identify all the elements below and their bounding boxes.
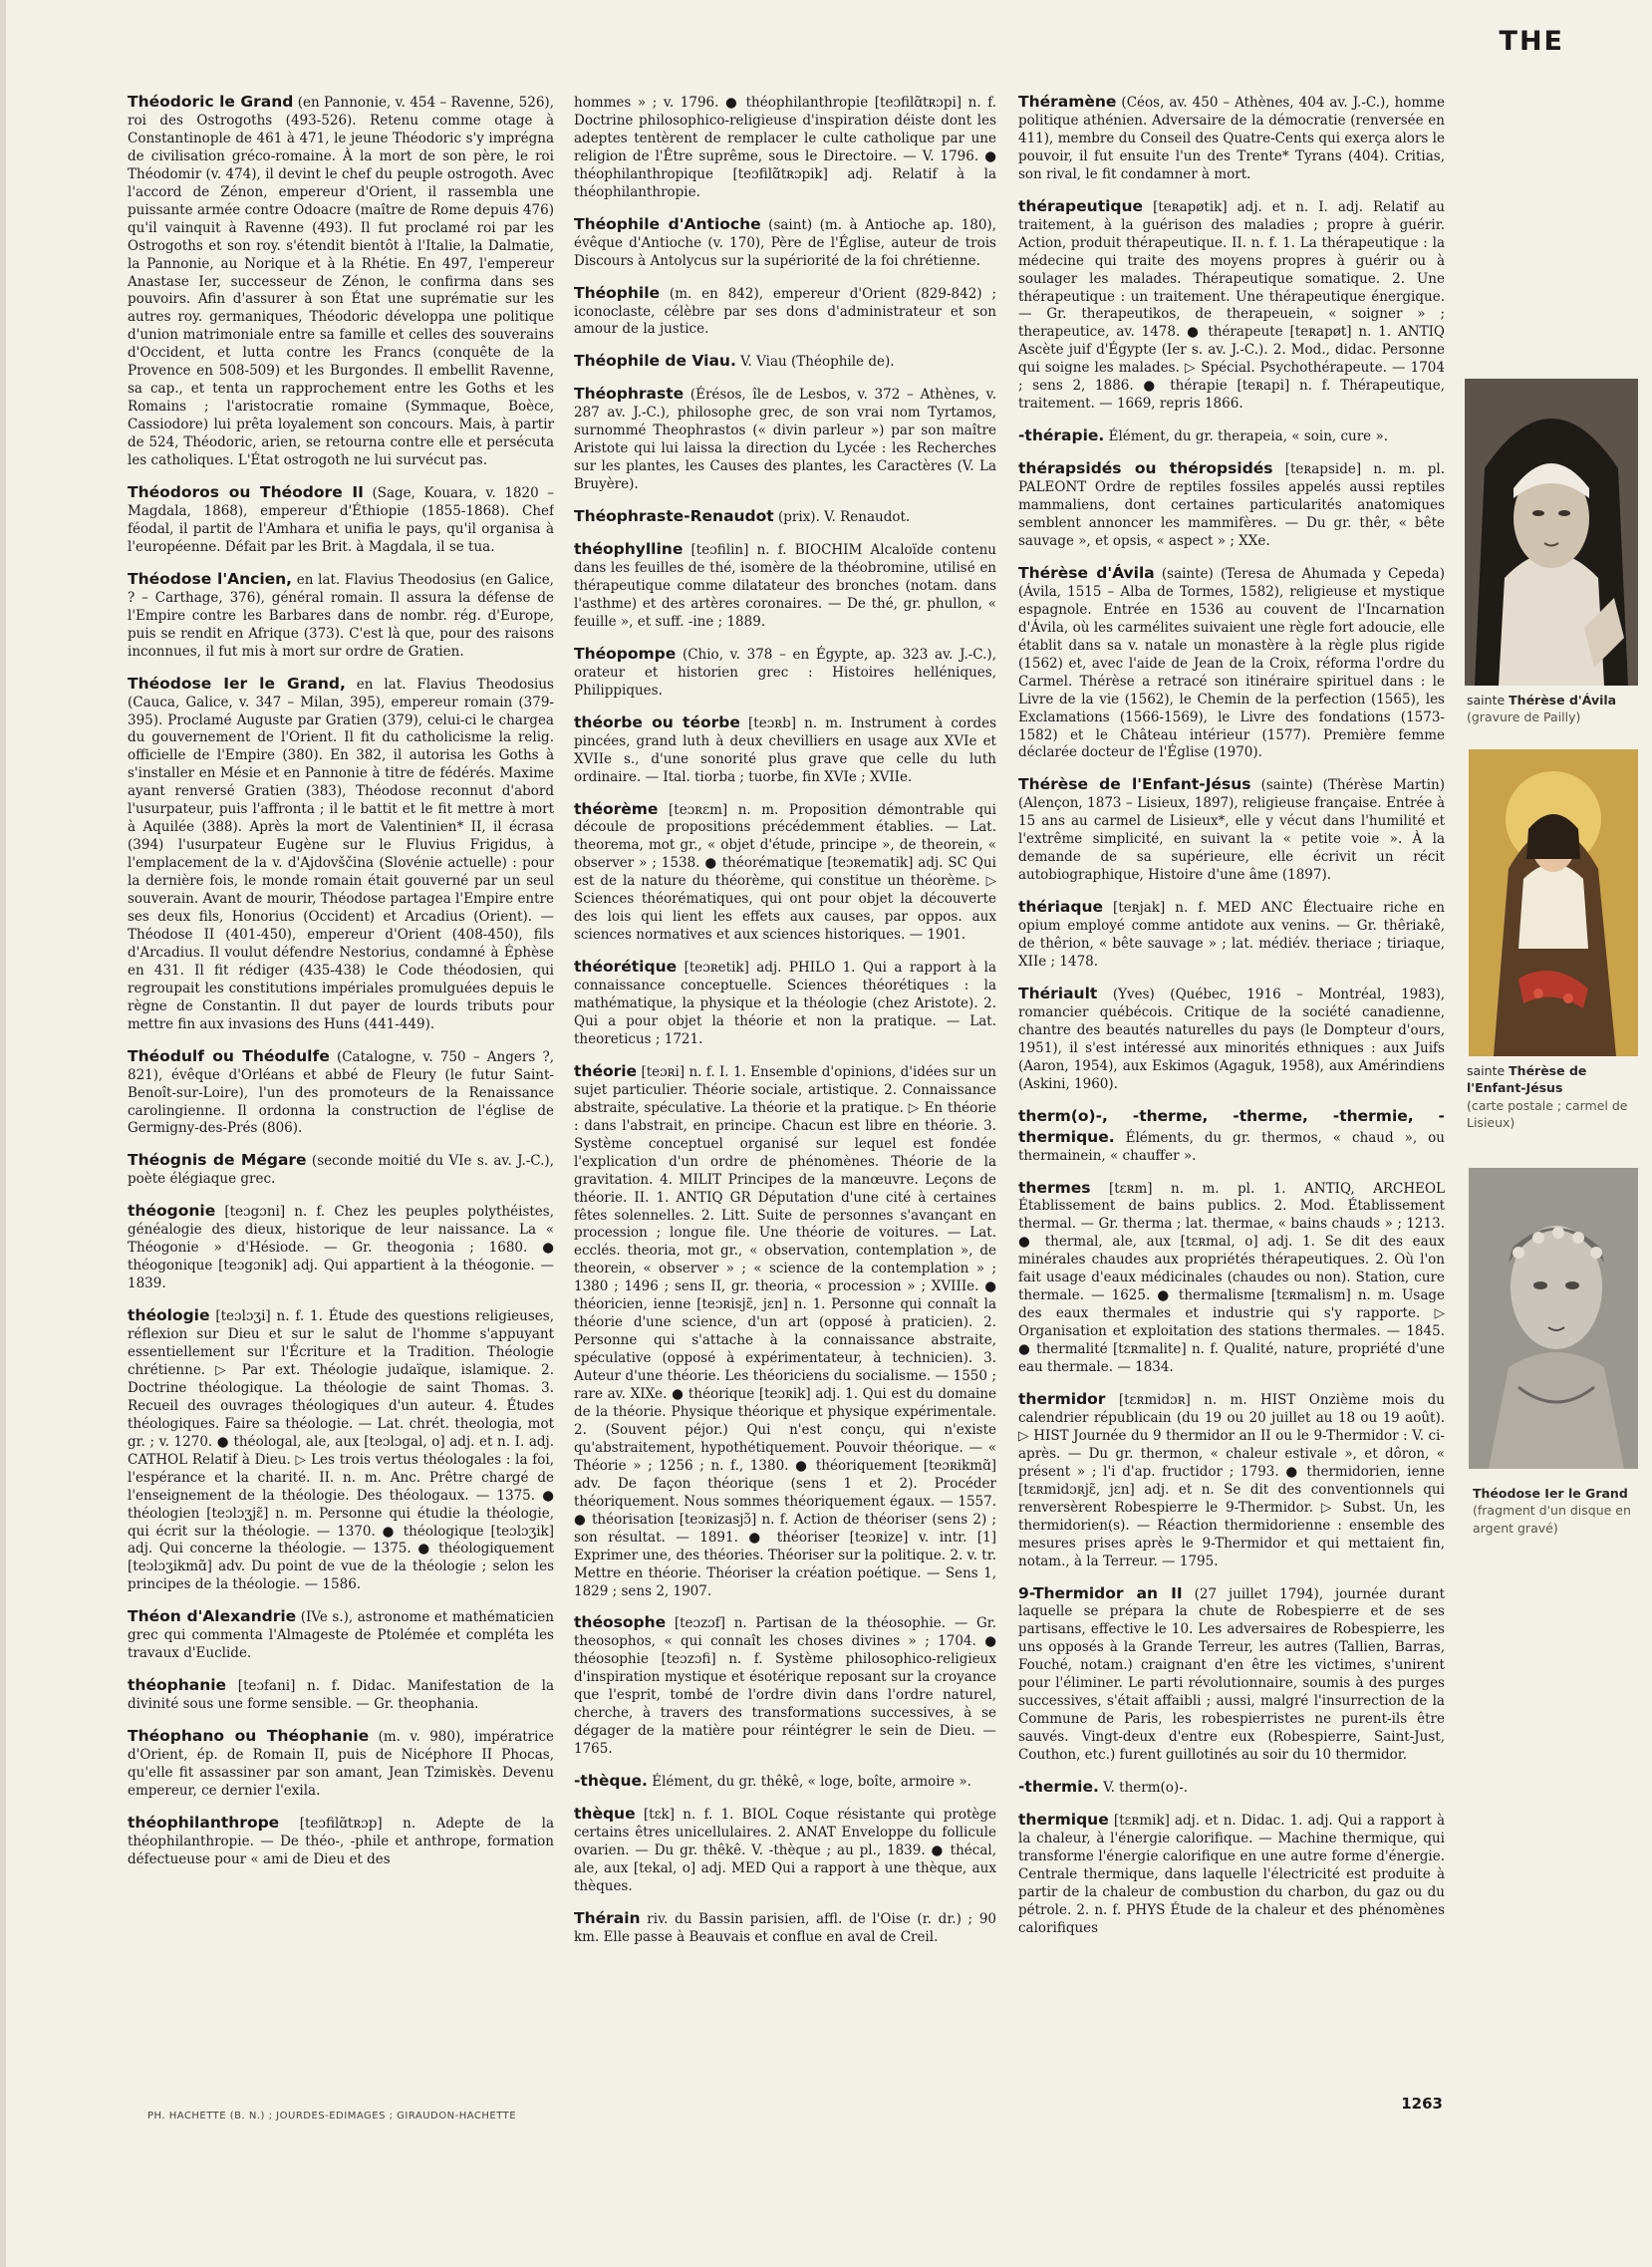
dictionary-entry — [574, 1612, 996, 1759]
entry-body: Élément, du gr. therapeia, « soin, cure ». — [1108, 428, 1389, 445]
entry-body: [teʀapøtik] adj. et n. I. adj. Relatif au traitement, à la guérison des maladies ; propre à guérir. Action, produit thérapeutique. II. n. f. 1. La thérapeutique : la médecine qui traite des moyens propres à guérir ou à soulager les malades. Thérapeutique somatique. 2. Une thérapeutique : un traitement. Une thérapeutique énergique. — Gr. therapeutikos, de therapeuein, « soigner » ; therapeutice, av. 1478. ● thérapeute [teʀapøt] n. 1. ANTIQ Ascète juif d'Égypte (Ier s. av. J.-C.). 2. Mod., didac. Personne qui soigne les malades. ▷ Spécial. Psychothérapeute. — 1704 ; sens 2, 1886. ● thérapie [teʀapi] n. f. Thérapeutique, traitement. — 1669, repris 1866. — [1018, 198, 1445, 413]
entry-body: V. therm(o)-. — [1103, 1780, 1189, 1797]
dictionary-entry — [1018, 1777, 1445, 1798]
dictionary-entry — [574, 1908, 996, 1947]
silver-disc-portrait-icon — [1469, 1168, 1638, 1469]
entry-body: (Catalogne, v. 750 – Angers ?, 821), évêque d'Orléans et abbé de Fleury (le futur Saint-Benoît-sur-Loire), l'un des promoteurs de la Renaissance carolingienne. Il ordonna la construction de l'église de Germigny-des-Prés (806). — [128, 1048, 554, 1137]
entry-headword: Théophraste — [574, 385, 685, 404]
dictionary-entry — [1018, 425, 1445, 446]
dictionary-entry — [1018, 458, 1445, 551]
entry-body: (Érésos, île de Lesbos, v. 372 – Athènes, v. 287 av. J.-C.), philosophe grec, de son vrai nom Tyrtamos, surnommé Theophrastos (« divin parleur ») par son maître Aristote qui lui laissa la direction du Lycée : les Recherches sur les plantes, les Causes des plantes, les Caractères (V. La Bruyère). — [574, 387, 996, 493]
entry-body: (Yves) (Québec, 1916 – Montréal, 1983), romancier québécois. Critique de la société canadienne, chantre des beautés naturelles du pays (le Dompteur d'ours, 1951), il s'est intéressé aux minorités ethniques : aux Juifs (Aaron, 1954), aux Eskimos (Agaguk, 1958), aux Amérindiens (Askini, 1960). — [1018, 986, 1445, 1092]
figure-caption — [1467, 1062, 1646, 1131]
entry-body: (m. en 842), empereur d'Orient (829-842) ; iconoclaste, célèbre par ses dons d'administrateur et son amour de la justice. — [574, 285, 996, 338]
entry-body: (IVe s.), astronome et mathématicien grec qui commenta l'Almageste de Ptolémée et compléta les travaux d'Euclide. — [128, 1609, 554, 1662]
entry-body: (seconde moitié du VIe s. av. J.-C.), poète élégiaque grec. — [128, 1153, 554, 1188]
entry-headword: Théophile de Viau. — [574, 352, 736, 371]
entry-headword: -thèque. — [574, 1772, 648, 1791]
entry-headword: théorème — [574, 799, 659, 818]
theodose-silver-disc — [1469, 1168, 1638, 1469]
column-2 — [574, 92, 996, 2095]
dictionary-entry — [1018, 1178, 1445, 1377]
entry-body: (saint) (m. à Antioche ap. 180), évêque d'Antioche (v. 170), Père de l'Église, auteur de trois Discours à Antolycus sur la supériorité de la foi chrétienne. — [574, 216, 996, 269]
dictionary-entry — [574, 712, 996, 787]
entry-body: Éléments, du gr. thermos, « chaud », ou thermainein, « chauffer ». — [1018, 1129, 1445, 1164]
dictionary-entry — [128, 1150, 554, 1189]
entry-body: en lat. Flavius Theodosius (en Galice, ? – Carthage, 376), général romain. Il assura la défense de l'Empire contre les Barbares dans de nombr. rég. d'Europe, puis se rendit en Afrique (373). C'est là que, pour des raisons inconnues, il fut mis à mort sur ordre de Gratien. — [128, 571, 554, 660]
entry-headword: -thérapie. — [1018, 426, 1105, 445]
entry-headword: Théopompe — [574, 644, 677, 663]
figure-caption — [1473, 1485, 1648, 1537]
entry-headword: théophilanthrope — [128, 1813, 280, 1832]
entry-body: en lat. Flavius Theodosius (Cauca, Galice, v. 347 – Milan, 395), empereur romain (379-395). Proclamé Auguste par Gratien (379), celui-ci le chargea du gouvernement de l'Orient. Il fit du catholicisme la relig. officielle de l'Empire (380). En 382, il autorisa les Goths à s'installer en Mésie et en Pannonie à titre de fédérés. Maxime ayant renversé Gratien (383), Théodose reconnut d'abord l'usurpateur, puis l'affronta ; il le battit et le fit mettre à mort à Aquilée (388). Après la mort de Valentinien* II, il écrasa (394) l'usurpateur Eugène sur le Fluvius Frigidus, à l'emplacement de la v. d'Ajdovščina (Slovénie actuelle) : pour la dernière fois, le monde romain était gouverné par un seul souverain. Avant de mourir, Théodose partagea l'Empire entre ses deux fils, Honorius (Occident) et Arcadius (Orient). — Théodose II (401-450), empereur d'Orient (408-450), fils d'Arcadius. Il voulut défendre Nestorius, condamné à Éphèse en 431. Il fit rédiger (435-438) le Code théodosien, qui regroupait les constitutions impériales promulguées depuis le règne de Constantin. Il dut payer de lourds tributs pour mettre fin aux invasions des Huns (441-449). — [128, 676, 554, 1032]
dictionary-entry — [1018, 774, 1445, 885]
entry-body: [teʀapside] n. m. pl. PALEONT Ordre de reptiles fossiles appelés aussi reptiles mammaliens, dont certaines particularités anatomiques semblent annoncer les mammifères. — Du gr. thêr, « bête sauvage », et opsis, « aspect » ; XXe. — [1018, 461, 1445, 549]
dictionary-entry — [128, 1305, 554, 1594]
entry-headword: thermidor — [1018, 1390, 1106, 1408]
dictionary-entry — [1018, 92, 1445, 184]
dictionary-entry — [128, 482, 554, 557]
entry-headword: théorie — [574, 1061, 638, 1080]
entry-headword: thermique — [1018, 1811, 1109, 1830]
entry-headword: thérapsidés ou théropsidés — [1018, 459, 1273, 478]
dictionary-entry — [1018, 984, 1445, 1094]
entry-body: [teɔfani] n. f. Didac. Manifestation de la divinité sous une forme sensible. — Gr. theophania. — [128, 1678, 554, 1713]
column-1 — [128, 92, 554, 2095]
entry-body: [tɛʀmik] adj. et n. Didac. 1. adj. Qui a rapport à la chaleur, à l'énergie calorifique. — Machine thermique, qui transforme l'énergie calorifique en une autre forme d'énergie. Centrale thermique, dans laquelle l'électricité est produite à partir de la chaleur de combustion du charbon, du gaz ou du pétrole. 2. n. f. PHYS Étude de la chaleur et des phénomènes calorifiques — [1018, 1813, 1445, 1936]
entry-headword: thérapeutique — [1018, 196, 1144, 215]
dictionary-entry — [128, 1675, 554, 1714]
dictionary-entry — [574, 92, 996, 202]
figure-caption — [1467, 692, 1646, 726]
caption-name: Théodose Ier le Grand — [1473, 1486, 1628, 1501]
entry-headword: Théophano ou Théophanie — [128, 1727, 370, 1746]
entry-headword: théorétique — [574, 958, 678, 977]
dictionary-entry — [128, 569, 554, 662]
entry-body: (Céos, av. 450 – Athènes, 404 av. J.-C.), homme politique athénien. Adversaire de la démocratie (renversée en 411), membre du Conseil des Quatre-Cents qui exerça alors le pouvoir, il fut ensuite l'un des Trente* Tyrans (404). Critias, son rival, le fit condamner à mort. — [1018, 95, 1445, 182]
entry-headword: Thérain — [574, 1908, 641, 1927]
engraving-portrait-icon — [1465, 379, 1638, 686]
entry-headword: Théodulf ou Théodulfe — [128, 1046, 330, 1065]
entry-headword: Thériault — [1018, 984, 1098, 1002]
page-edge — [0, 0, 6, 2267]
dictionary-entry — [574, 799, 996, 946]
dictionary-entry — [574, 1771, 996, 1792]
entry-body: [teɔzɔf] n. Partisan de la théosophie. — Gr. theosophos, « qui connaît les choses divines » ; 1704. ● théosophie [teɔzɔfi] n. f. Système philosophico-religieux d'inspiration mystique et ésotérique reposant sur la croyance que l'esprit, tombé de l'ordre divin dans l'ordre naturel, cherche, à travers des transformations successives, à se dégager de la matière pour réintégrer le sein de Dieu. — 1765. — [574, 1615, 996, 1758]
dictionary-entry — [128, 1813, 554, 1869]
caption-prefix: sainte — [1467, 693, 1510, 708]
dictionary-entry — [1018, 1810, 1445, 1938]
entry-body: [tɛʀm] n. m. pl. 1. ANTIQ, ARCHEOL Établissement de bains publics. 2. Mod. Établissement thermal. — Gr. therma ; lat. thermae, « bains chauds » ; 1213. ● thermal, ale, aux [tɛʀmal, o] adj. 1. Se dit des eaux minérales chaudes aux propriétés thérapeutiques. 2. Où l'on fait usage d'eaux médicinales (chaudes ou non). Station, cure thermale. — 1625. ● thermalisme [tɛʀmalism] n. m. Usage des eaux thermales et industrie qui s'y rapporte. ▷ Organisation et exploitation des stations thermales. — 1845. ● thermalité [tɛʀmalite] n. f. Qualité, nature, propriété d'une eau thermale. — 1834. — [1018, 1180, 1445, 1376]
entry-body: (prix). V. Renaudot. — [778, 509, 911, 526]
dictionary-entry — [574, 539, 996, 632]
dictionary-entry — [574, 644, 996, 701]
running-head: THE — [1499, 26, 1564, 57]
dictionary-entry — [574, 957, 996, 1049]
entry-headword: Théophile d'Antioche — [574, 214, 761, 233]
entry-headword: théologie — [128, 1306, 210, 1325]
entry-headword: Théodoric le Grand — [128, 93, 294, 111]
entry-body: [teɔʀetik] adj. PHILO 1. Qui a rapport à la connaissance conceptuelle. Sciences théorétiques : la mathématique, la physique et la théologie (chez Aristote). 2. Qui a pour objet la théorie et non la pratique. — Lat. theoreticus ; 1721. — [574, 960, 996, 1047]
caption-sub: (gravure de Pailly) — [1467, 709, 1581, 725]
dictionary-entry — [128, 1726, 554, 1801]
entry-body: (sainte) (Thérèse Martin) (Alençon, 1873 – Lisieux, 1897), religieuse française. Entrée à 15 ans au carmel de Lisieux*, elle y vécut dans l'humilité et l'extrême simplicité, en suivant la « petite voie ». À la demande de sa supérieure, elle écrivit un récit autobiographique, Histoire d'une âme (1897). — [1018, 777, 1445, 884]
entry-headword: théosophe — [574, 1613, 667, 1632]
caption-name: Thérèse de l'Enfant-Jésus — [1467, 1063, 1587, 1096]
entry-body: (sainte) (Teresa de Ahumada y Cepeda) (Ávila, 1515 – Alba de Tormes, 1582), religieuse et mystique espagnole. Entrée en 1536 au couvent de l'Incarnation d'Ávila, où les carmélites suivaient une règle fort adoucie, elle établit dans sa v. natale un monastère à la règle plus rigide (1562) et, avec l'aide de Jean de la Croix, réforma l'ordre du Carmel. Thérèse a retracé son itinéraire spirituel dans : le Livre de la vie (1562), le Chemin de la perfection (1565), les Exclamations (1566-1569), le Livre des fondations (1573-1582) et le Château intérieur (1577). Première femme déclarée docteur de l'Église (1970). — [1018, 565, 1445, 761]
entry-body: (m. v. 980), impératrice d'Orient, ép. de Romain II, puis de Nicéphore II Phocas, qu'elle fit assassiner par son amant, Jean Tzimiskès. Devenu empereur, ce dernier l'exila. — [128, 1729, 554, 1799]
therese-avila-engraving — [1465, 379, 1638, 686]
column-3 — [1018, 92, 1445, 2085]
dictionary-entry — [1018, 1583, 1445, 1766]
dictionary-entry — [574, 214, 996, 271]
entry-headword: Théognis de Mégare — [128, 1151, 307, 1170]
entry-headword: thermes — [1018, 1178, 1091, 1197]
entry-headword: Théodose Ier le Grand, — [128, 674, 346, 693]
dictionary-entry — [1018, 897, 1445, 972]
dictionary-entry — [128, 92, 554, 470]
page-number: 1263 — [1401, 2095, 1443, 2113]
entry-headword: thèque — [574, 1805, 636, 1824]
entry-headword: Thérèse de l'Enfant-Jésus — [1018, 775, 1251, 794]
dictionary-entry — [574, 506, 996, 527]
entry-body: [tɛk] n. f. 1. BIOL Coque résistante qui protège certains êtres unicellulaires. 2. ANAT Enveloppe du follicule ovarien. — Du gr. thêkê. V. -thèque ; au pl., 1839. ● thécal, ale, aux [tekal, o] adj. MED Qui a rapport à une thèque, aux thèques. — [574, 1807, 996, 1894]
postcard-portrait-icon — [1469, 749, 1638, 1056]
dictionary-entry — [574, 384, 996, 494]
entry-body: [teɔgɔni] n. f. Chez les peuples polythéistes, généalogie des dieux, historique de leur naissance. La « Théogonie » d'Hésiode. — Gr. theogonia ; 1680. ● théogonique [teɔgɔnik] adj. Qui appartient à la théogonie. — 1839. — [128, 1204, 554, 1292]
entry-body: (en Pannonie, v. 454 – Ravenne, 526), roi des Ostrogoths (493-526). Retenu comme otage à Constantinople de 461 à 471, le jeune Théodoric s'y imprégna de civilisation gréco-romaine. À la mort de son père, le roi Théodomir (v. 474), il devint le chef du peuple ostrogoth. Avec l'accord de Zénon, empereur d'Orient, il rassembla une puissante armée contre Odoacre (maître de Rome depuis 476) qu'il vainquit à Ravenne (493). Il fut proclamé roi par les Ostrogoths et son roy. s'étendit bientôt à l'Italie, la Dalmatie, la Pannonie, au Norique et à la Rhétie. En 497, l'empereur Anastase Ier, successeur de Zénon, le confirma dans ses pouvoirs. Afin d'assurer à son État une suprématie sur les autres roy. germaniques, Théodoric développa une politique d'union matrimoniale entre sa famille et celles des souverains d'Occident, et lutta contre les Francs (conquête de la Provence en 508-509) et les Burgondes. Il embellit Ravenne, sa cap., et tenta un rapprochement entre les Goths et les Romains ; l'aristocratie romaine (Symmaque, Boèce, Cassiodore) lui prêta loyalement son concours. Mais, à partir de 524, Théodoric, arien, se retourna contre elle et persécuta les catholiques. L'État ostrogoth ne lui survécut pas. — [128, 95, 554, 469]
entry-body: Élément, du gr. thêkê, « loge, boîte, armoire ». — [652, 1774, 971, 1791]
dictionary-entry — [1018, 1389, 1445, 1571]
dictionary-entry — [574, 351, 996, 372]
caption-prefix: sainte — [1467, 1063, 1510, 1078]
entry-body: V. Viau (Théophile de). — [740, 354, 895, 371]
entry-body: [teɔʀɛm] n. m. Proposition démontrable qui découle de propositions précédemment établies. — Lat. theorema, mot gr., « objet d'étude, principe », de theorein, « observer » ; 1538. ● théorématique [teɔʀematik] adj. SC Qui est de la nature du théorème, qui constitue un théorème. ▷ Sciences théorématiques, qui ont pour objet la découverte des lois qui lient les effets aux causes, par oppos. aux sciences normatives et aux sciences historiques. — 1901. — [574, 801, 996, 944]
entry-headword: Théodose l'Ancien, — [128, 569, 293, 588]
entry-headword: Thérèse d'Ávila — [1018, 563, 1155, 582]
dictionary-entry — [128, 1606, 554, 1663]
entry-headword: Théophile — [574, 283, 661, 302]
entry-body: riv. du Bassin parisien, affl. de l'Oise (r. dr.) ; 90 km. Elle passe à Beauvais et conflue en aval de Creil. — [574, 1910, 996, 1945]
therese-lisieux-postcard — [1469, 749, 1638, 1056]
entry-body: [teɔʀi] n. f. I. 1. Ensemble d'opinions, d'idées sur un sujet particulier. Théorie sociale, artistique. 2. Connaissance abstraite, spéculative. La théorie et la pratique. ▷ En théorie : dans l'abstrait, en principe. Chacun est libre en théorie. 3. Système conceptuel organisé sur lequel est fondée l'explication d'un ordre de phénomènes. Théorie de la gravitation. 4. MILIT Principes de la manœuvre. Leçons de théorie. II. 1. ANTIQ GR Députation d'une cité à certaines fêtes solennelles. 2. Litt. Suite de personnes s'avançant en procession ; longue file. Une théorie de voitures. — Lat. ecclés. theoria, mot gr., « observation, contemplation », de theorein, « observer » ; « science de la contemplation » ; 1380 ; 1496 ; sens II, gr. theoria, « procession » ; XVIIIe. ● théoricien, ienne [teɔʀisjɛ̃, jɛn] n. 1. Personne qui connaît la théorie d'une science, d'un art (opposé à praticien). 2. Personne qui s'attache à la connaissance abstraite, spéculative (opposé à expérimentateur, à technicien). 3. Auteur d'une théorie. Les théoriciens du socialisme. — 1550 ; rare av. XIXe. ● théorique [teɔʀik] adj. 1. Qui est du domaine de la théorie. Physique théorique et physique expérimentale. 2. (Souvent péjor.) Qui n'est conçu, qui n'existe qu'abstraitement, hypothétiquement. Pouvoir théorique. — « Théorie » ; 1256 ; n. f., 1380. ● théoriquement [teɔʀikmɑ̃] adv. De façon théorique (sens 1 et 2). Procéder théoriquement. Nous sommes théoriquement égaux. — 1557. ● théorisation [teɔʀizasjɔ̃] n. f. Action de théoriser (sens 2) ; son résultat. — 1891. ● théoriser [teɔʀize] v. intr. [1] Exprimer une, des théories. Théoriser sur la politique. 2. v. tr. Mettre en théorie. Théoriser la création poétique. — Sens 1, 1829 ; sens 2, 1907. — [574, 1063, 996, 1599]
entry-body: (Chio, v. 378 – en Égypte, ap. 323 av. J.-C.), orateur et historien grec : Histoires helléniques, Philippiques. — [574, 646, 996, 699]
entry-body: (27 juillet 1794), journée durant laquelle se prépara la chute de Robespierre et de ses partisans, effective le 10. Les adversaires de Robespierre, les uns opposés à la Grande Terreur, les autres (Tallien, Barras, Fouché, notam.) craignant d'en être les victimes, s'unirent pour l'éliminer. Le parti révolutionnaire, soumis à des purges successives, s'était affaibli ; aussi, malgré l'insurrection de la Commune de Paris, les robespierristes ne purent-ils être sauvés. Vingt-deux d'entre eux (Robespierre, Saint-Just, Couthon, etc.) furent guillotinés au soir du 10 thermidor. — [1018, 1585, 1445, 1764]
entry-body: [teɔfilin] n. f. BIOCHIM Alcaloïde contenu dans les feuilles de thé, isomère de la théobromine, utilisé en thérapeutique comme dilatateur des bronches (notam. dans l'asthme) et des artères coronaires. — De thé, gr. phullon, « feuille », et suff. -ine ; 1889. — [574, 542, 996, 630]
entry-headword: thériaque — [1018, 898, 1104, 917]
entry-headword: théogonie — [128, 1202, 216, 1221]
entry-headword: 9-Thermidor an II — [1018, 1583, 1183, 1602]
entry-headword: Théramène — [1018, 93, 1117, 111]
entry-headword: théorbe ou téorbe — [574, 712, 740, 731]
entry-headword: Théon d'Alexandrie — [128, 1607, 297, 1626]
entry-body: [tɛʀmidɔʀ] n. m. HIST Onzième mois du calendrier républicain (du 19 ou 20 juillet au 18 ou 19 août). ▷ HIST Journée du 9 thermidor an II ou le 9-Thermidor : V. ci-après. — Du gr. thermon, « chaleur estivale », et dôron, « présent » ; l'i d'ap. fructidor ; 1793. ● thermidorien, ienne [tɛʀmidɔʀjɛ̃, jɛn] adj. et n. Se dit des conventionnels qui renversèrent Robespierre le 9-Thermidor. ▷ Subst. Un, les thermidorien(s). — Réaction thermidorienne : ensemble des mesures prises après le 9-Thermidor et qui mettaient fin, notam., à la Terreur. — 1795. — [1018, 1392, 1445, 1569]
entry-headword: therm(o)-, -therme, -therme, -thermie, -thermique. — [1018, 1106, 1445, 1146]
entry-headword: théophanie — [128, 1676, 227, 1695]
entry-headword: théophylline — [574, 540, 684, 559]
caption-name: Thérèse d'Ávila — [1509, 693, 1617, 708]
dictionary-entry — [574, 1061, 996, 1601]
caption-sub: (carte postale ; carmel de Lisieux) — [1467, 1097, 1628, 1130]
entry-headword: Théodoros ou Théodore II — [128, 483, 364, 502]
entry-headword: Théophraste-Renaudot — [574, 507, 774, 526]
dictionary-entry — [1018, 196, 1445, 414]
entry-body: (Sage, Kouara, v. 1820 – Magdala, 1868), empereur d'Éthiopie (1855-1868). Chef féodal, il partit de l'Amhara et unifia le pays, qu'il organisa à l'européenne. Défait par les Brit. à Magdala, il se tua. — [128, 485, 554, 555]
caption-sub: (fragment d'un disque en argent gravé) — [1473, 1503, 1631, 1536]
entry-body: [teɔlɔʒi] n. f. 1. Étude des questions religieuses, réflexion sur Dieu et sur le salut de l'homme s'appuyant essentiellement sur l'Écriture et la Tradition. Théologie chrétienne. ▷ Par ext. Théologie judaïque, islamique. 2. Doctrine théologique. La théologie de saint Thomas. 3. Recueil des ouvrages théologiques d'un auteur. 4. Études théologiques. Faire sa théologie. — Lat. chrét. theologia, mot gr. ; v. 1270. ● théologal, ale, aux [teɔlɔgal, o] adj. et n. I. adj. CATHOL Relatif à Dieu. ▷ Les trois vertus théologales : la foi, l'espérance et la charité. II. n. m. Anc. Prêtre chargé de l'enseignement de la théologie. Des théologaux. — 1375. ● théologien [teɔlɔʒjɛ̃] n. m. Personne qui étudie la théologie, qui écrit sur la théologie. — 1370. ● théologique [teɔlɔʒik] adj. Qui concerne la théologie. — 1375. ● théologiquement [teɔlɔʒikmɑ̃] adv. Du point de vue de la théologie ; selon les principes de la théologie. — 1586. — [128, 1308, 554, 1593]
dictionary-entry — [128, 674, 554, 1034]
dictionary-entry — [128, 1046, 554, 1139]
entry-headword: -thermie. — [1018, 1778, 1099, 1797]
dictionary-entry — [1018, 563, 1445, 762]
dictionary-entry — [1018, 1106, 1445, 1166]
photo-credit: PH. HACHETTE (B. N.) ; JOURDES-EDIMAGES ; GIRAUDON-HACHETTE — [147, 2111, 517, 2122]
entry-body: [teɔʀb] n. m. Instrument à cordes pincées, grand luth à deux chevilliers en usage aux XVIe et XVIIe s., d'une sonorité plus grave que celle du luth ordinaire. — Ital. tiorba ; tuorbe, fin XVIe ; XVIIe. — [574, 714, 996, 785]
entry-body: hommes » ; v. 1796. ● théophilanthropie [teɔfilɑ̃tʀɔpi] n. f. Doctrine philosophico-religieuse d'inspiration déiste dont les adeptes tentèrent de remplacer le culte catholique par une religion de l'Être suprême, sous le Directoire. — V. 1796. ● théophilanthropique [teɔfilɑ̃tʀɔpik] adj. Relatif à la théophilanthropie. — [574, 95, 996, 200]
entry-body: [teɔfilɑ̃tʀɔp] n. Adepte de la théophilanthropie. — De théo-, -phile et anthrope, formation défectueuse pour « ami de Dieu et des — [128, 1815, 554, 1867]
dictionary-entry — [574, 1804, 996, 1896]
dictionary-entry — [574, 283, 996, 340]
dictionary-entry — [128, 1201, 554, 1293]
entry-body: [teʀjak] n. f. MED ANC Électuaire riche en opium employé comme antidote aux venins. — Gr. thêriakê, de thêrion, « bête sauvage » ; lat. médiév. theriace ; tiriaque, XIIe ; 1478. — [1018, 900, 1445, 970]
